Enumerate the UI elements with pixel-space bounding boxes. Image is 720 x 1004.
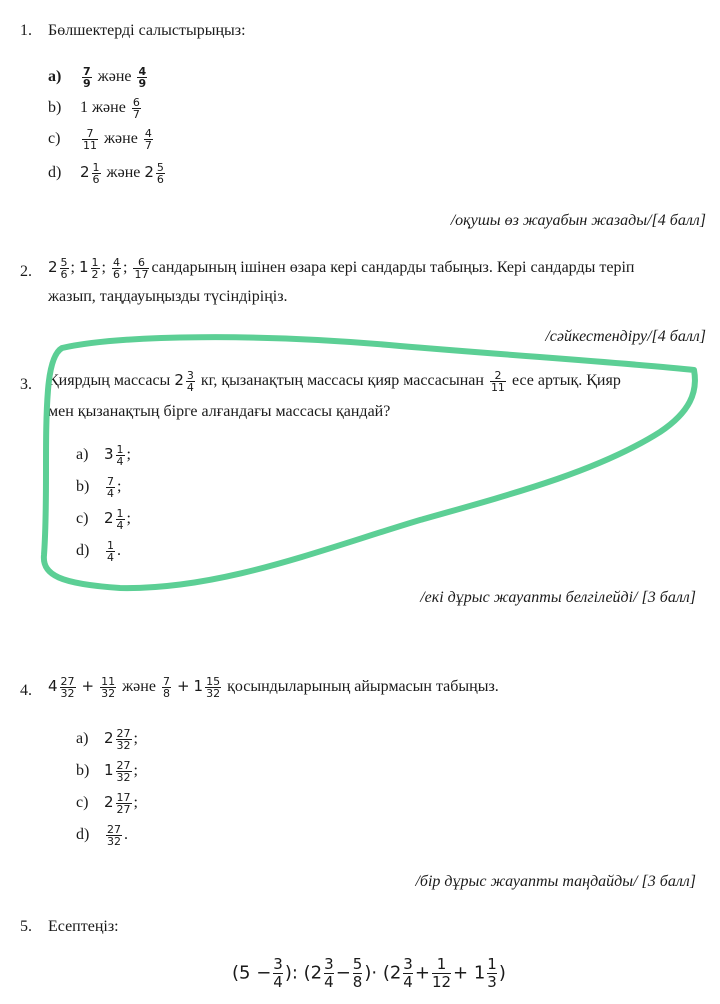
q2-frac1: $\frac{5}{6}$ — [60, 256, 68, 281]
q3-option-d: d) $\frac{1}{4}$ . — [76, 539, 121, 564]
q1-option-d — [48, 162, 167, 185]
q3-score: /екі дұрыс жауапты белгілейді/ [3 балл] — [420, 589, 696, 606]
q1-option-a — [48, 66, 149, 89]
q2-frac2: $\frac{1}{2}$ — [91, 256, 99, 281]
q1-c-conj: және — [104, 130, 138, 148]
q4-score: /бір дұрыс жауапты таңдайды/ [3 балл] — [415, 873, 696, 890]
q1-a-frac2: $\frac{4}{9}$ — [138, 65, 147, 90]
q2-line1: 2 $\frac{5}{6}$ ; 1 $\frac{1}{2}$ ; $\frac{4}{6}$ ; $\frac{6}{17}$ сандарының ішінен өзара кері сандарды табыңыз. Кері сандарды теріп — [48, 256, 635, 281]
q1-d-conj: және — [106, 164, 141, 182]
q1-d-label: d) — [48, 164, 62, 182]
q1-d-frac1: $\frac{1}{6}$ — [92, 161, 100, 186]
q2-frac4: $\frac{6}{17}$ — [134, 256, 149, 281]
q1-option-c — [48, 128, 155, 151]
q1-option-b — [48, 97, 143, 120]
q4-option-c: c) 2 $\frac{17}{27}$ ; — [76, 791, 138, 816]
q3-number: 3. — [20, 376, 32, 393]
q1-a-conj: және — [97, 68, 132, 86]
q2-text1: сандарының ішінен өзара кері сандарды табыңыз. Кері сандарды теріп — [151, 259, 635, 277]
q1-b-frac2: $\frac{6}{7}$ — [132, 96, 140, 121]
q3-option-b: b) $\frac{7}{4}$ ; — [76, 475, 122, 500]
q2-line2: жазып, таңдауыңызды түсіндіріңіз. — [48, 288, 288, 305]
q1-text: Бөлшектерді салыстырыңыз: — [48, 22, 246, 39]
q3-option-a: a) 3 $\frac{1}{4}$ ; — [76, 443, 131, 468]
q1-a-frac1: $\frac{7}{9}$ — [83, 65, 91, 90]
q1-c-frac2: $\frac{4}{7}$ — [144, 127, 152, 152]
q5-number: 5. — [20, 918, 32, 935]
q1-a-label: a) — [48, 68, 62, 86]
q2-number: 2. — [20, 263, 32, 280]
q1-c-frac1: $\frac{7}{11}$ — [83, 127, 97, 152]
q3-option-c: c) 2 $\frac{1}{4}$ ; — [76, 507, 131, 532]
q5-expression: (5 − $\frac{3}{4}$ ): (2 $\frac{3}{4}$ − $\frac{5}{8}$ )· (2 $\frac{3}{4}$ + $\frac{1}{12}$ + 1 $\frac{1}{3}$ ) — [232, 955, 506, 991]
q4-option-b: b) 1 $\frac{27}{32}$ ; — [76, 759, 138, 784]
q3-ratio-frac: $\frac{2}{11}$ — [490, 369, 505, 394]
q1-b-conj: және — [92, 99, 126, 117]
q1-score: /оқушы өз жауабын жазады/[4 балл] — [450, 212, 706, 229]
q1-number: 1. — [20, 22, 32, 39]
q2-score: /сәйкестендіру/[4 балл] — [545, 328, 706, 345]
q1-d-frac2: $\frac{5}{6}$ — [156, 161, 164, 186]
q2-frac3: $\frac{4}{6}$ — [113, 256, 120, 281]
q1-d-whole2: 2 — [144, 163, 154, 182]
q3-line2: мен қызанақтың бірге алғандағы массасы қандай? — [48, 403, 391, 420]
q5-text: Есептеңіз: — [48, 918, 119, 935]
q4-option-d: d) $\frac{27}{32}$ . — [76, 823, 128, 848]
q4-option-a: a) 2 $\frac{27}{32}$ ; — [76, 727, 138, 752]
q3-mass-frac: $\frac{3}{4}$ — [186, 369, 194, 394]
q3-line1: Қиярдың массасы 2 $\frac{3}{4}$ кг, қызанақтың массасы қияр массасынан $\frac{2}{11}$ есе артық. Қияр — [48, 369, 621, 394]
q1-c-label: c) — [48, 130, 61, 148]
q1-b-label: b) — [48, 99, 62, 117]
q4-number: 4. — [20, 682, 32, 699]
q1-d-whole1: 2 — [80, 163, 90, 182]
q4-line1: 4 $\frac{27}{32}$ + $\frac{11}{32}$ және $\frac{7}{8}$ + 1 $\frac{15}{32}$ қосындыларының айырмасын табыңыз. — [48, 675, 499, 700]
q1-b-whole: 1 — [80, 99, 88, 117]
